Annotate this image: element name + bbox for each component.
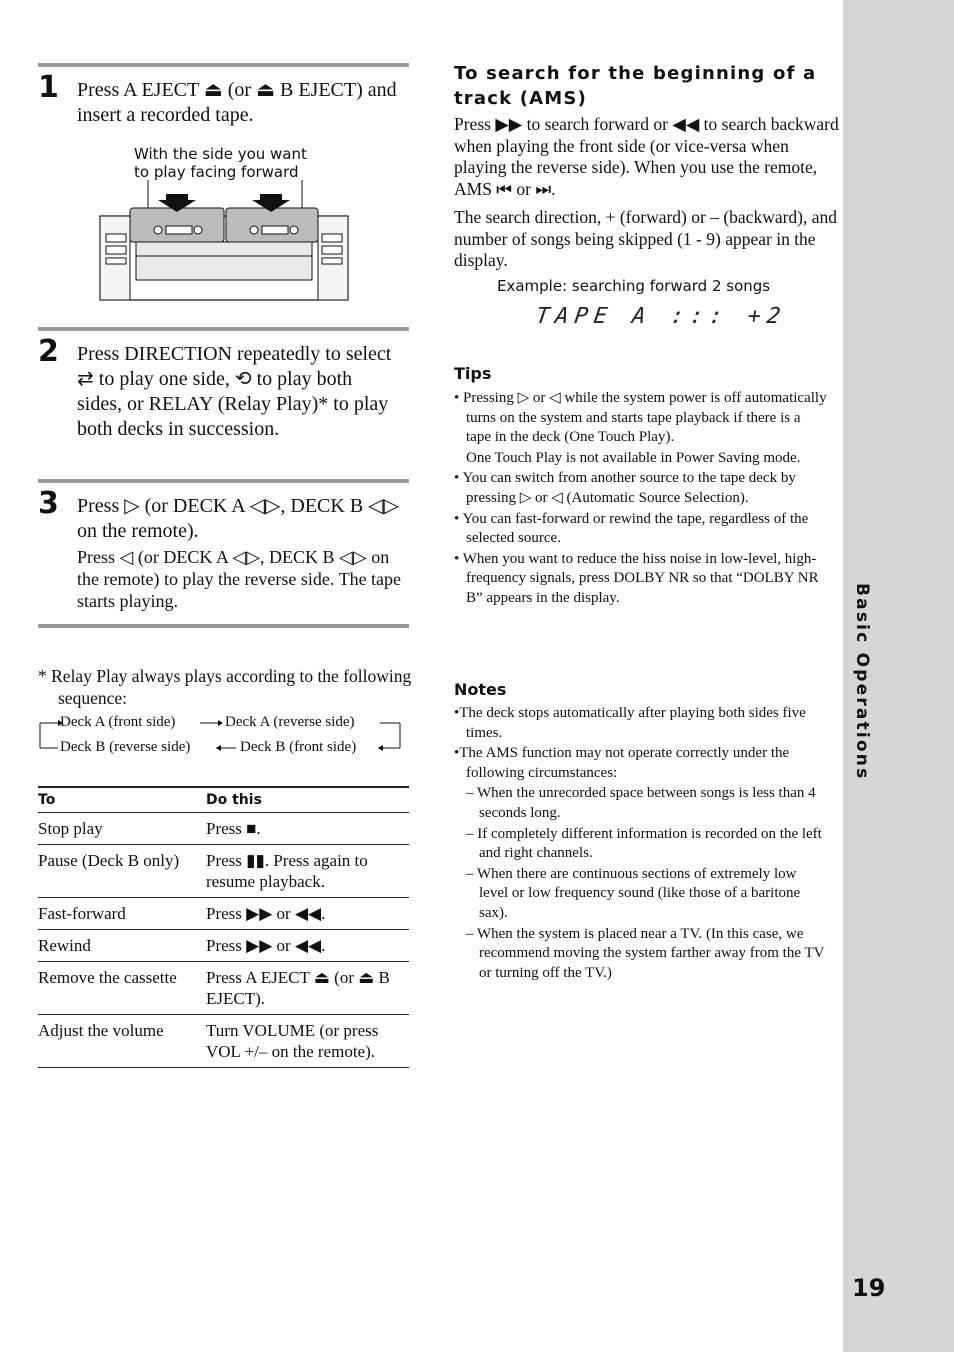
ams-paragraph-1: Press ▶▶ to search forward or ◀◀ to search backward when playing the front side (or vice-versa when playing the reverse side). When you use the remote, AMS ⏮ or ⏭.	[454, 114, 839, 199]
table-cell: Adjust the volume	[38, 1015, 206, 1068]
table-cell: Turn VOLUME (or press VOL +/– on the remote).	[206, 1015, 409, 1068]
step-divider	[38, 479, 409, 483]
list-item: – If completely different information is recorded on the left and right channels.	[466, 825, 822, 862]
page-number: 19	[852, 1274, 886, 1302]
step-1-text: Press A EJECT ⏏ (or ⏏ B EJECT) and insert a recorded tape.	[77, 79, 397, 126]
table-cell: Remove the cassette	[38, 962, 206, 1015]
table-row	[38, 898, 409, 930]
table-row	[38, 813, 409, 845]
list-item: • Pressing ▷ or ◁ while the system power is off automatically turns on the system and starts tape playback if there is a tape in the deck (One Touch Play).	[454, 390, 827, 446]
step-2-number: 2	[38, 334, 59, 369]
column-header-to: To	[38, 787, 206, 813]
cassette-deck-illustration	[98, 180, 350, 302]
table-cell: Stop play	[38, 813, 206, 845]
list-item: • You can fast-forward or rewind the tape, regardless of the selected source.	[454, 510, 809, 547]
seq-deck-b-front: Deck B (front side)	[240, 739, 357, 755]
table-cell: Press ▶▶ or ◀◀.	[206, 930, 409, 962]
step-divider	[38, 327, 409, 331]
ams-paragraph-2: The search direction, + (forward) or – (backward), and number of songs being skipped (1 - 9) appear in the display.	[454, 207, 838, 270]
table-cell: Press A EJECT ⏏ (or ⏏ B EJECT).	[206, 962, 409, 1015]
table-cell: Press ▮▮. Press again to resume playback.	[206, 845, 409, 898]
list-item: – When there are continuous sections of extremely low level or low frequency sound (like those of a baritone sax).	[466, 865, 801, 921]
list-item: One Touch Play is not available in Power Saving mode.	[466, 449, 801, 466]
relay-sequence	[38, 714, 408, 758]
tips-list	[454, 389, 829, 610]
table-row	[38, 930, 409, 962]
figure-caption-line-2: to play facing forward	[134, 163, 299, 181]
seq-deck-a-front: Deck A (front side)	[60, 714, 176, 730]
notes-title: Notes	[454, 680, 507, 699]
column-header-do-this: Do this	[206, 787, 409, 813]
list-item: – When the system is placed near a TV. (In this case, we recommend moving the system farther away from the TV or turning off the TV.)	[466, 925, 825, 981]
table-cell: Pause (Deck B only)	[38, 845, 206, 898]
table-header-row	[38, 787, 409, 813]
list-item: •The deck stops automatically after playing both sides five times.	[454, 705, 806, 741]
table-row	[38, 1015, 409, 1068]
figure-caption-line-1: With the side you want	[134, 145, 307, 163]
table-cell: Press ▶▶ or ◀◀.	[206, 898, 409, 930]
relay-footnote: * Relay Play always plays according to the following sequence:	[38, 666, 412, 708]
section-label: Basic Operations	[852, 583, 872, 781]
list-item: •The AMS function may not operate correctly under the following circumstances:	[454, 745, 790, 781]
step-divider	[38, 63, 409, 67]
tape-display-readout: TAPE A ::: +2	[534, 304, 788, 329]
table-row	[38, 845, 409, 898]
ams-example-caption: Example: searching forward 2 songs	[497, 277, 771, 295]
step-3-text: Press ▷ (or DECK A ◁▷, DECK B ◁▷ on the remote).	[77, 495, 399, 542]
list-item: • When you want to reduce the hiss noise in low-level, high-frequency signals, press DOLBY NR so that “DOLBY NR B” appears in the display.	[454, 550, 819, 606]
notes-list	[454, 704, 829, 984]
step-1-number: 1	[38, 70, 59, 105]
operations-table	[38, 786, 409, 1068]
list-item: • You can switch from another source to the tape deck by pressing ▷ or ◁ (Automatic Source Selection).	[454, 470, 796, 506]
table-cell: Rewind	[38, 930, 206, 962]
ams-heading: To search for the beginning of a track (AMS)	[454, 63, 817, 109]
list-item: – When the unrecorded space between songs is less than 4 seconds long.	[466, 785, 816, 821]
step-3-subtext: Press ◁ (or DECK A ◁▷, DECK B ◁▷ on the remote) to play the reverse side. The tape starts playing.	[77, 547, 402, 611]
step-2-text: Press DIRECTION repeatedly to select ⇄ to play one side, ⟲ to play both sides, or RELAY (Relay Play)* to play both decks in succession.	[77, 343, 392, 440]
table-row	[38, 962, 409, 1015]
tips-title: Tips	[454, 364, 492, 383]
seq-deck-b-reverse: Deck B (reverse side)	[60, 739, 191, 755]
step-3-number: 3	[38, 486, 59, 521]
seq-deck-a-reverse: Deck A (reverse side)	[225, 714, 355, 730]
step-divider	[38, 624, 409, 628]
table-cell: Fast-forward	[38, 898, 206, 930]
figure-caption	[134, 145, 307, 181]
table-cell: Press ■.	[206, 813, 409, 845]
